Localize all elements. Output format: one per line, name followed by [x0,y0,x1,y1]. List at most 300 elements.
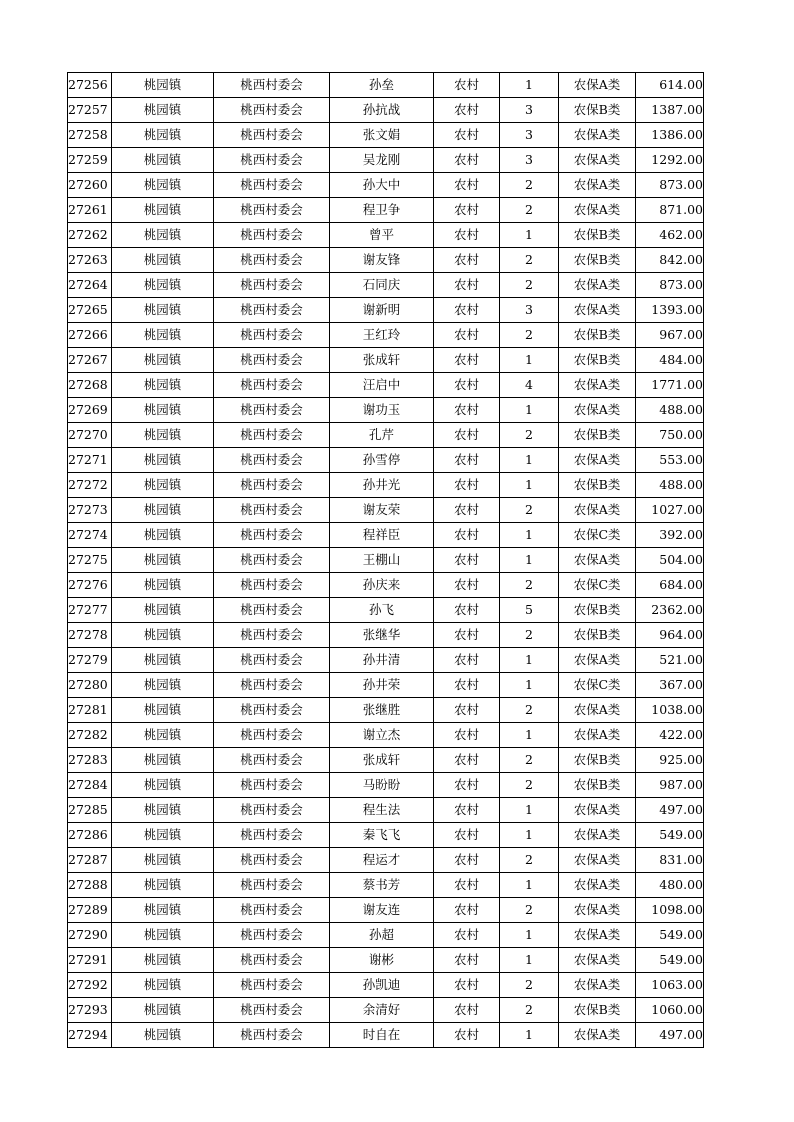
amount-cell: 497.00 [636,1023,704,1048]
amount-cell: 925.00 [636,748,704,773]
household-count: 2 [500,623,559,648]
town-cell: 桃园镇 [112,623,214,648]
household-count: 2 [500,248,559,273]
household-count: 1 [500,673,559,698]
table-row [68,498,704,523]
record-id: 27281 [68,698,112,723]
insurance-category: 农保B类 [559,98,636,123]
town-cell: 桃园镇 [112,848,214,873]
village-cell: 桃西村委会 [214,423,330,448]
village-cell: 桃西村委会 [214,273,330,298]
household-count: 1 [500,523,559,548]
town-cell: 桃园镇 [112,248,214,273]
village-cell: 桃西村委会 [214,548,330,573]
amount-cell: 1060.00 [636,998,704,1023]
amount-cell: 504.00 [636,548,704,573]
town-cell: 桃园镇 [112,823,214,848]
household-count: 1 [500,398,559,423]
insurance-category: 农保B类 [559,323,636,348]
person-name: 时自在 [330,1023,434,1048]
village-cell: 桃西村委会 [214,123,330,148]
person-name: 谢友锋 [330,248,434,273]
table-row [68,373,704,398]
record-id: 27286 [68,823,112,848]
person-name: 张成轩 [330,348,434,373]
record-id: 27292 [68,973,112,998]
person-name: 张文娟 [330,123,434,148]
person-name: 孙超 [330,923,434,948]
amount-cell: 1387.00 [636,98,704,123]
table-row [68,898,704,923]
area-type: 农村 [434,398,500,423]
person-name: 蔡书芳 [330,873,434,898]
amount-cell: 750.00 [636,423,704,448]
record-id: 27267 [68,348,112,373]
person-name: 程运才 [330,848,434,873]
person-name: 石同庆 [330,273,434,298]
person-name: 孙垒 [330,73,434,98]
person-name: 孙抗战 [330,98,434,123]
town-cell: 桃园镇 [112,573,214,598]
household-count: 2 [500,273,559,298]
village-cell: 桃西村委会 [214,248,330,273]
record-id: 27284 [68,773,112,798]
town-cell: 桃园镇 [112,348,214,373]
person-name: 张成轩 [330,748,434,773]
table-row [68,273,704,298]
town-cell: 桃园镇 [112,398,214,423]
household-count: 2 [500,198,559,223]
person-name: 孔芹 [330,423,434,448]
amount-cell: 1393.00 [636,298,704,323]
insurance-category: 农保A类 [559,848,636,873]
town-cell: 桃园镇 [112,498,214,523]
village-cell: 桃西村委会 [214,798,330,823]
person-name: 孙飞 [330,598,434,623]
record-id: 27264 [68,273,112,298]
town-cell: 桃园镇 [112,98,214,123]
area-type: 农村 [434,198,500,223]
amount-cell: 1771.00 [636,373,704,398]
table-row [68,848,704,873]
village-cell: 桃西村委会 [214,673,330,698]
household-count: 2 [500,173,559,198]
record-id: 27280 [68,673,112,698]
insurance-category: 农保A类 [559,498,636,523]
person-name: 秦飞飞 [330,823,434,848]
village-cell: 桃西村委会 [214,473,330,498]
insurance-category: 农保A类 [559,373,636,398]
person-name: 程卫争 [330,198,434,223]
town-cell: 桃园镇 [112,973,214,998]
person-name: 张继胜 [330,698,434,723]
household-count: 1 [500,223,559,248]
insurance-category: 农保A类 [559,973,636,998]
household-count: 1 [500,948,559,973]
town-cell: 桃园镇 [112,773,214,798]
village-cell: 桃西村委会 [214,573,330,598]
insurance-category: 农保B类 [559,998,636,1023]
household-count: 2 [500,973,559,998]
amount-cell: 1038.00 [636,698,704,723]
table-row [68,748,704,773]
person-name: 曾平 [330,223,434,248]
table-row [68,523,704,548]
record-id: 27277 [68,598,112,623]
amount-cell: 462.00 [636,223,704,248]
insurance-category: 农保A类 [559,823,636,848]
record-id: 27262 [68,223,112,248]
town-cell: 桃园镇 [112,423,214,448]
insurance-category: 农保A类 [559,198,636,223]
area-type: 农村 [434,948,500,973]
table-row [68,1023,704,1048]
town-cell: 桃园镇 [112,998,214,1023]
amount-cell: 2362.00 [636,598,704,623]
insurance-category: 农保A类 [559,798,636,823]
record-id: 27266 [68,323,112,348]
record-id: 27274 [68,523,112,548]
amount-cell: 549.00 [636,948,704,973]
village-cell: 桃西村委会 [214,348,330,373]
amount-cell: 967.00 [636,323,704,348]
table-row [68,948,704,973]
area-type: 农村 [434,548,500,573]
table-row [68,648,704,673]
insurance-category: 农保A类 [559,1023,636,1048]
table-row [68,973,704,998]
area-type: 农村 [434,748,500,773]
area-type: 农村 [434,223,500,248]
record-id: 27260 [68,173,112,198]
person-name: 谢立杰 [330,723,434,748]
amount-cell: 842.00 [636,248,704,273]
amount-cell: 1292.00 [636,148,704,173]
village-cell: 桃西村委会 [214,748,330,773]
amount-cell: 484.00 [636,348,704,373]
amount-cell: 422.00 [636,723,704,748]
household-count: 1 [500,823,559,848]
area-type: 农村 [434,623,500,648]
person-name: 谢功玉 [330,398,434,423]
household-count: 2 [500,573,559,598]
person-name: 汪启中 [330,373,434,398]
village-cell: 桃西村委会 [214,1023,330,1048]
person-name: 王红玲 [330,323,434,348]
amount-cell: 488.00 [636,473,704,498]
amount-cell: 871.00 [636,198,704,223]
household-count: 1 [500,1023,559,1048]
area-type: 农村 [434,723,500,748]
village-cell: 桃西村委会 [214,973,330,998]
insurance-category: 农保C类 [559,523,636,548]
area-type: 农村 [434,523,500,548]
area-type: 农村 [434,898,500,923]
household-count: 3 [500,98,559,123]
insurance-category: 农保A类 [559,873,636,898]
insurance-category: 农保A类 [559,298,636,323]
amount-cell: 831.00 [636,848,704,873]
area-type: 农村 [434,848,500,873]
insurance-category: 农保B类 [559,773,636,798]
person-name: 孙井光 [330,473,434,498]
town-cell: 桃园镇 [112,473,214,498]
area-type: 农村 [434,348,500,373]
insurance-category: 农保A类 [559,148,636,173]
person-name: 谢友荣 [330,498,434,523]
village-cell: 桃西村委会 [214,98,330,123]
record-id: 27291 [68,948,112,973]
table-row [68,323,704,348]
person-name: 吴龙刚 [330,148,434,173]
record-id: 27273 [68,498,112,523]
insurance-category: 农保B类 [559,423,636,448]
household-count: 1 [500,73,559,98]
household-count: 2 [500,748,559,773]
area-type: 农村 [434,923,500,948]
record-id: 27287 [68,848,112,873]
record-id: 27258 [68,123,112,148]
person-name: 孙凯迪 [330,973,434,998]
record-id: 27268 [68,373,112,398]
person-name: 谢友连 [330,898,434,923]
area-type: 农村 [434,598,500,623]
amount-cell: 549.00 [636,923,704,948]
village-cell: 桃西村委会 [214,398,330,423]
insurance-category: 农保A类 [559,923,636,948]
village-cell: 桃西村委会 [214,923,330,948]
amount-cell: 873.00 [636,173,704,198]
area-type: 农村 [434,698,500,723]
table-row [68,798,704,823]
town-cell: 桃园镇 [112,698,214,723]
record-id: 27278 [68,623,112,648]
area-type: 农村 [434,323,500,348]
household-count: 1 [500,548,559,573]
area-type: 农村 [434,473,500,498]
person-name: 余清好 [330,998,434,1023]
table-row [68,623,704,648]
town-cell: 桃园镇 [112,373,214,398]
amount-cell: 614.00 [636,73,704,98]
amount-cell: 553.00 [636,448,704,473]
household-count: 2 [500,498,559,523]
table-row [68,873,704,898]
record-id: 27276 [68,573,112,598]
amount-cell: 1063.00 [636,973,704,998]
record-id: 27256 [68,73,112,98]
record-id: 27263 [68,248,112,273]
town-cell: 桃园镇 [112,748,214,773]
record-id: 27257 [68,98,112,123]
area-type: 农村 [434,98,500,123]
person-name: 孙雪停 [330,448,434,473]
town-cell: 桃园镇 [112,523,214,548]
record-id: 27270 [68,423,112,448]
village-cell: 桃西村委会 [214,173,330,198]
table-row [68,923,704,948]
insurance-category: 农保B类 [559,623,636,648]
amount-cell: 497.00 [636,798,704,823]
household-count: 2 [500,773,559,798]
table-row [68,73,704,98]
village-cell: 桃西村委会 [214,723,330,748]
town-cell: 桃园镇 [112,648,214,673]
household-count: 2 [500,423,559,448]
household-count: 1 [500,648,559,673]
village-cell: 桃西村委会 [214,373,330,398]
insurance-category: 农保B类 [559,748,636,773]
table-row [68,773,704,798]
area-type: 农村 [434,373,500,398]
record-id: 27294 [68,1023,112,1048]
amount-cell: 392.00 [636,523,704,548]
table-row [68,673,704,698]
table-row [68,123,704,148]
town-cell: 桃园镇 [112,298,214,323]
area-type: 农村 [434,973,500,998]
amount-cell: 488.00 [636,398,704,423]
insurance-category: 农保A类 [559,948,636,973]
town-cell: 桃园镇 [112,548,214,573]
record-id: 27290 [68,923,112,948]
insurance-category: 农保A类 [559,448,636,473]
village-cell: 桃西村委会 [214,898,330,923]
table-body [68,73,704,1048]
table-row [68,223,704,248]
person-name: 孙庆来 [330,573,434,598]
record-id: 27272 [68,473,112,498]
amount-cell: 549.00 [636,823,704,848]
insurance-category: 农保A类 [559,648,636,673]
area-type: 农村 [434,648,500,673]
area-type: 农村 [434,123,500,148]
village-cell: 桃西村委会 [214,648,330,673]
table-row [68,398,704,423]
amount-cell: 1027.00 [636,498,704,523]
table-row [68,448,704,473]
insurance-category: 农保B类 [559,248,636,273]
person-name: 谢彬 [330,948,434,973]
table-row [68,423,704,448]
area-type: 农村 [434,498,500,523]
table-row [68,573,704,598]
area-type: 农村 [434,798,500,823]
town-cell: 桃园镇 [112,898,214,923]
insurance-category: 农保C类 [559,673,636,698]
person-name: 程祥臣 [330,523,434,548]
amount-cell: 987.00 [636,773,704,798]
town-cell: 桃园镇 [112,923,214,948]
table-row [68,473,704,498]
record-id: 27269 [68,398,112,423]
area-type: 农村 [434,823,500,848]
insurance-category: 农保B类 [559,598,636,623]
town-cell: 桃园镇 [112,273,214,298]
town-cell: 桃园镇 [112,73,214,98]
insurance-category: 农保A类 [559,398,636,423]
household-count: 2 [500,898,559,923]
village-cell: 桃西村委会 [214,598,330,623]
amount-cell: 480.00 [636,873,704,898]
household-count: 5 [500,598,559,623]
town-cell: 桃园镇 [112,723,214,748]
household-count: 1 [500,923,559,948]
town-cell: 桃园镇 [112,173,214,198]
person-name: 孙大中 [330,173,434,198]
village-cell: 桃西村委会 [214,523,330,548]
record-id: 27279 [68,648,112,673]
record-id: 27293 [68,998,112,1023]
insurance-category: 农保A类 [559,698,636,723]
record-id: 27265 [68,298,112,323]
table-row [68,173,704,198]
town-cell: 桃园镇 [112,798,214,823]
village-cell: 桃西村委会 [214,148,330,173]
household-count: 3 [500,123,559,148]
record-id: 27285 [68,798,112,823]
area-type: 农村 [434,73,500,98]
area-type: 农村 [434,423,500,448]
insurance-category: 农保C类 [559,573,636,598]
area-type: 农村 [434,248,500,273]
area-type: 农村 [434,998,500,1023]
household-count: 2 [500,698,559,723]
table-row [68,148,704,173]
area-type: 农村 [434,448,500,473]
household-count: 1 [500,723,559,748]
village-cell: 桃西村委会 [214,498,330,523]
amount-cell: 1386.00 [636,123,704,148]
village-cell: 桃西村委会 [214,773,330,798]
village-cell: 桃西村委会 [214,698,330,723]
insurance-category: 农保A类 [559,73,636,98]
village-cell: 桃西村委会 [214,998,330,1023]
record-id: 27283 [68,748,112,773]
insurance-category: 农保A类 [559,723,636,748]
town-cell: 桃园镇 [112,448,214,473]
household-count: 2 [500,848,559,873]
village-cell: 桃西村委会 [214,848,330,873]
household-count: 3 [500,298,559,323]
amount-cell: 1098.00 [636,898,704,923]
person-name: 王棚山 [330,548,434,573]
town-cell: 桃园镇 [112,873,214,898]
insurance-category: 农保A类 [559,173,636,198]
village-cell: 桃西村委会 [214,448,330,473]
insurance-category: 农保A类 [559,898,636,923]
town-cell: 桃园镇 [112,673,214,698]
village-cell: 桃西村委会 [214,323,330,348]
data-table [67,72,704,1048]
town-cell: 桃园镇 [112,323,214,348]
record-id: 27289 [68,898,112,923]
household-count: 1 [500,473,559,498]
insurance-category: 农保A类 [559,123,636,148]
town-cell: 桃园镇 [112,148,214,173]
table-row [68,723,704,748]
record-id: 27271 [68,448,112,473]
village-cell: 桃西村委会 [214,298,330,323]
amount-cell: 964.00 [636,623,704,648]
table-row [68,548,704,573]
person-name: 孙井清 [330,648,434,673]
person-name: 程生法 [330,798,434,823]
village-cell: 桃西村委会 [214,948,330,973]
village-cell: 桃西村委会 [214,73,330,98]
village-cell: 桃西村委会 [214,198,330,223]
amount-cell: 521.00 [636,648,704,673]
